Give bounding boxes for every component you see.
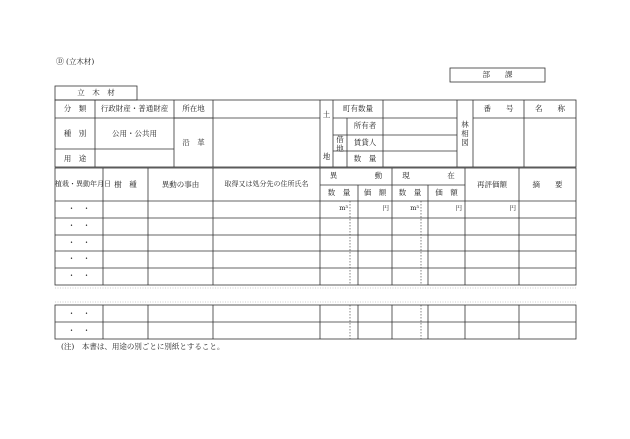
col-summary: 摘 要 [532, 180, 563, 189]
date-dots: ・ ・ [67, 326, 91, 335]
col-value-current: 価 額 [435, 188, 458, 197]
shakuchi-label: 借地 [336, 135, 344, 153]
shubetsu-value: 公用・公共用 [112, 129, 157, 138]
bunrui-label: 分 類 [63, 104, 87, 113]
col-value-change: 価 額 [363, 188, 387, 197]
col-date: 植栽・異動年月日 [55, 180, 111, 188]
yoto-label: 用 途 [63, 154, 87, 163]
col-species: 樹 種 [114, 180, 137, 189]
col-current: 現 在 [402, 171, 455, 180]
shozaichi-label: 所在地 [182, 104, 205, 113]
date-dots: ・ ・ [67, 271, 91, 280]
form-mark: Ⓓ [56, 57, 64, 66]
land-label-2: 地 [322, 152, 331, 161]
date-dots: ・ ・ [67, 254, 91, 263]
footnote: (注) 本書は、用途の別ごとに別紙とすること。 [61, 342, 225, 351]
bunrui-value: 行政財産・普通財産 [100, 104, 169, 113]
col-change: 異 動 [329, 171, 383, 180]
section-title: 立 木 材 [77, 88, 115, 97]
unit-m3-current: m³ [410, 204, 419, 212]
quantity-label: 数 量 [353, 154, 377, 163]
meisho-label: 名 称 [535, 104, 565, 113]
col-party: 取得又は処分先の住所氏名 [224, 180, 309, 188]
cho-quantity-label: 町有数量 [343, 104, 373, 113]
unit-yen-change: 円 [382, 204, 389, 212]
enkaku-label: 沿 革 [182, 138, 205, 147]
land-label: 土 [322, 110, 331, 119]
owner-label: 所有者 [353, 121, 377, 130]
form-title: (立木材) [66, 57, 95, 66]
break-marks [55, 288, 576, 302]
dept-label: 部 課 [482, 70, 513, 79]
unit-yen-reval: 円 [509, 204, 516, 212]
date-dots: ・ ・ [67, 238, 91, 247]
lessor-label: 賃貸人 [353, 138, 377, 147]
date-dots: ・ ・ [67, 204, 91, 213]
rinsouzu-label: 林相図 [461, 120, 469, 147]
col-qty-current: 数 量 [398, 188, 422, 197]
unit-m3-change: m³ [339, 204, 348, 212]
unit-yen-current: 円 [455, 204, 462, 212]
date-dots: ・ ・ [67, 221, 91, 230]
col-reason: 異動の事由 [161, 180, 200, 189]
col-revaluation: 再評価額 [477, 180, 507, 189]
col-qty-change: 数 量 [327, 188, 351, 197]
bango-label: 番 号 [483, 104, 514, 113]
shubetsu-label: 種 別 [63, 129, 87, 138]
date-dots: ・ ・ [67, 309, 91, 318]
